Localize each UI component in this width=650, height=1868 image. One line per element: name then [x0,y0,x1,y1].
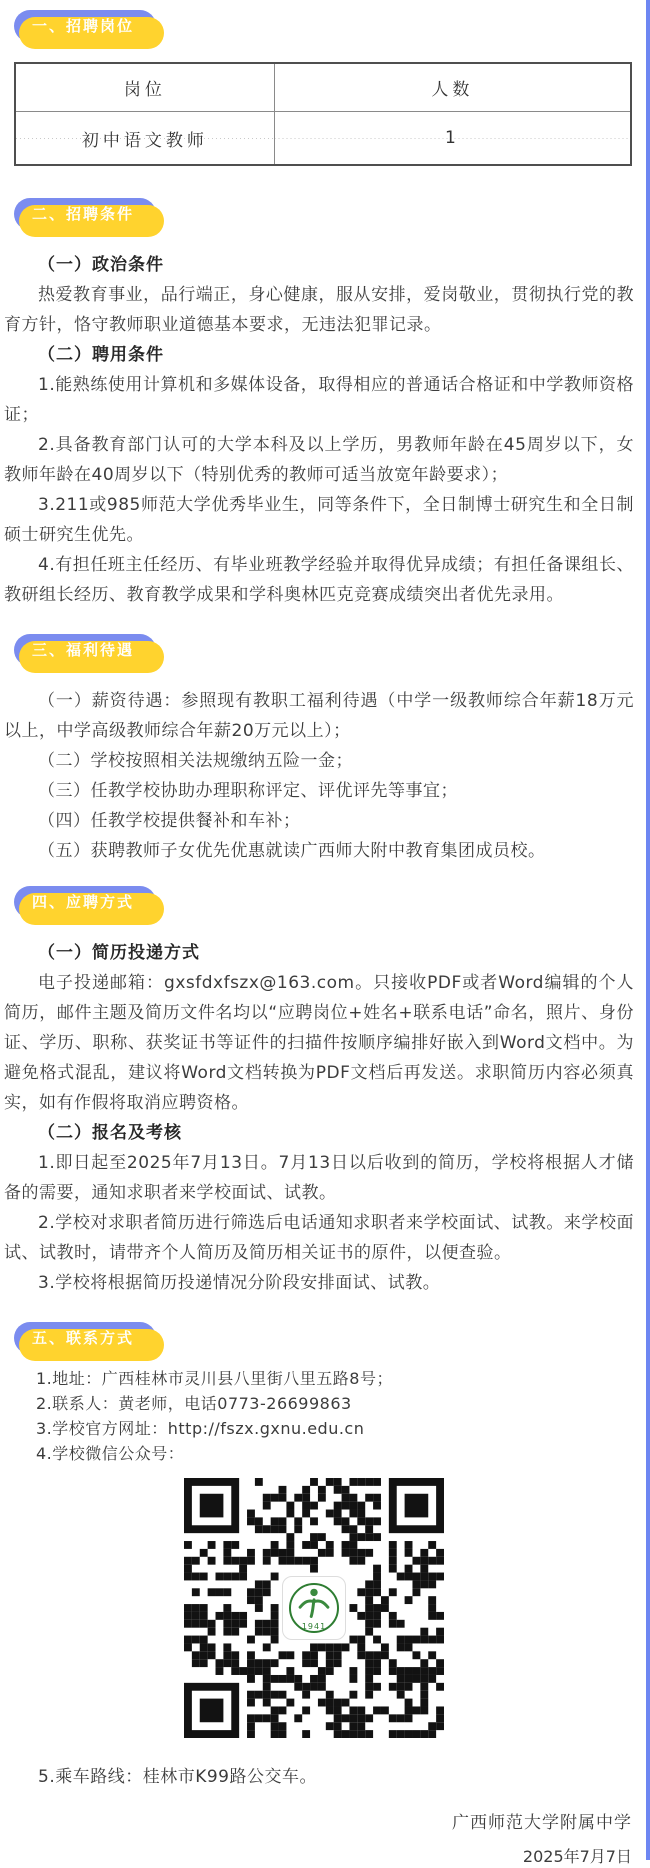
column-header-count: 人数 [274,63,631,112]
employment-condition-item: 2.具备教育部门认可的大学本科及以上学历，男教师年龄在45周岁以下，女教师年龄在40周岁以下（特别优秀的教师可适当放宽年龄要求）； [4,435,634,485]
contact-bus-route: 5.乘车路线：桂林市K99路公交车。 [38,1767,317,1787]
registration-item: 3.学校将根据简历投递情况分阶段安排面试、试教。 [38,1273,441,1293]
section-badge-positions: 一、招聘岗位 [14,10,156,42]
section-badge-conditions: 二、招聘条件 [14,198,156,230]
table-row [15,112,631,166]
school-logo [282,1576,346,1640]
signature-date: 2025年7月7日 [522,1847,632,1866]
school-logo-figure-icon [184,1585,444,1622]
section-badge-application: 四、应聘方式 [14,886,156,918]
resume-delivery-text: 电子投递邮箱：gxsfdxfszx@163.com。只接收PDF或者Word编辑的个人简历，邮件主题及简历文件名均以“应聘岗位+姓名+联系电话”命名，照片、身份证、学历、职称、获奖证书等证件的扫描件按顺序编排好嵌入到Word文档中。为避免格式混乱，建议将Word文档转换为PDF文档后再发送。求职简历内容必须真实，如有作假将取消应聘资格。 [4,973,634,1113]
school-logo-year: 1941 [301,1622,327,1631]
benefit-item: （三）任教学校协助办理职称评定、评优评先等事宜； [38,781,458,801]
contact-wechat-label: 4.学校微信公众号： [36,1444,185,1463]
benefit-item: （四）任教学校提供餐补和车补； [38,811,301,831]
employment-condition-item: 3.211或985师范大学优秀毕业生，同等条件下，全日制博士研究生和全日制硕士研究生优先。 [4,495,634,545]
benefit-item: （二）学校按照相关法规缴纳五险一金； [38,751,353,771]
benefit-item: （一）薪资待遇：参照现有教职工福利待遇（中学一级教师综合年薪18万元以上，中学高级教师综合年薪20万元以上）； [4,691,634,741]
registration-item: 2.学校对求职者简历进行筛选后电话通知求职者来学校面试、试教。来学校面试、试教时，请带齐个人简历及简历相关证书的原件，以便查验。 [4,1213,634,1263]
employment-condition-item: 1.能熟练使用计算机和多媒体设备，取得相应的普通话合格证和中学教师资格证； [4,375,634,425]
column-header-position: 岗位 [15,63,274,112]
registration-item: 1.即日起至2025年7月13日。7月13日以后收到的简历，学校将根据人才储备的需要，通知求职者来学校面试、试教。 [4,1153,634,1203]
cell-position: 初中语文教师 [15,112,274,166]
political-conditions-text: 热爱教育事业，品行端正，身心健康，服从安排，爱岗敬业，贯彻执行党的教育方针，恪守教师职业道德基本要求，无违法犯罪记录。 [4,285,634,335]
school-logo-ring [289,1583,339,1633]
employment-conditions-heading: （二）聘用条件 [38,345,164,365]
positions-table [14,62,632,166]
political-conditions-heading: （一）政治条件 [38,255,164,275]
employment-condition-item: 4.有担任班主任经历、有毕业班教学经验并取得优异成绩；有担任备课组长、教研组长经历、教育教学成果和学科奥林匹克竞赛成绩突出者优先录用。 [4,555,634,605]
registration-exam-heading: （二）报名及考核 [38,1123,182,1143]
wechat-qr-code [184,1478,444,1738]
contact-website: 3.学校官方网址：http://fszx.gxnu.edu.cn [36,1419,365,1438]
section-badge-contact: 五、联系方式 [14,1322,156,1354]
cell-count: 1 [274,112,631,166]
section-badge-benefits: 三、福利待遇 [14,634,156,666]
benefit-item: （五）获聘教师子女优先优惠就读广西师大附中教育集团成员校。 [38,841,546,861]
contact-address: 1.地址：广西桂林市灵川县八里街八里五路8号； [36,1369,393,1388]
contact-person: 2.联系人：黄老师，电话0773-26699863 [36,1394,352,1413]
signature-school-name: 广西师范大学附属中学 [452,1813,632,1833]
table-header-row [15,63,631,112]
resume-delivery-heading: （一）简历投递方式 [38,943,200,963]
